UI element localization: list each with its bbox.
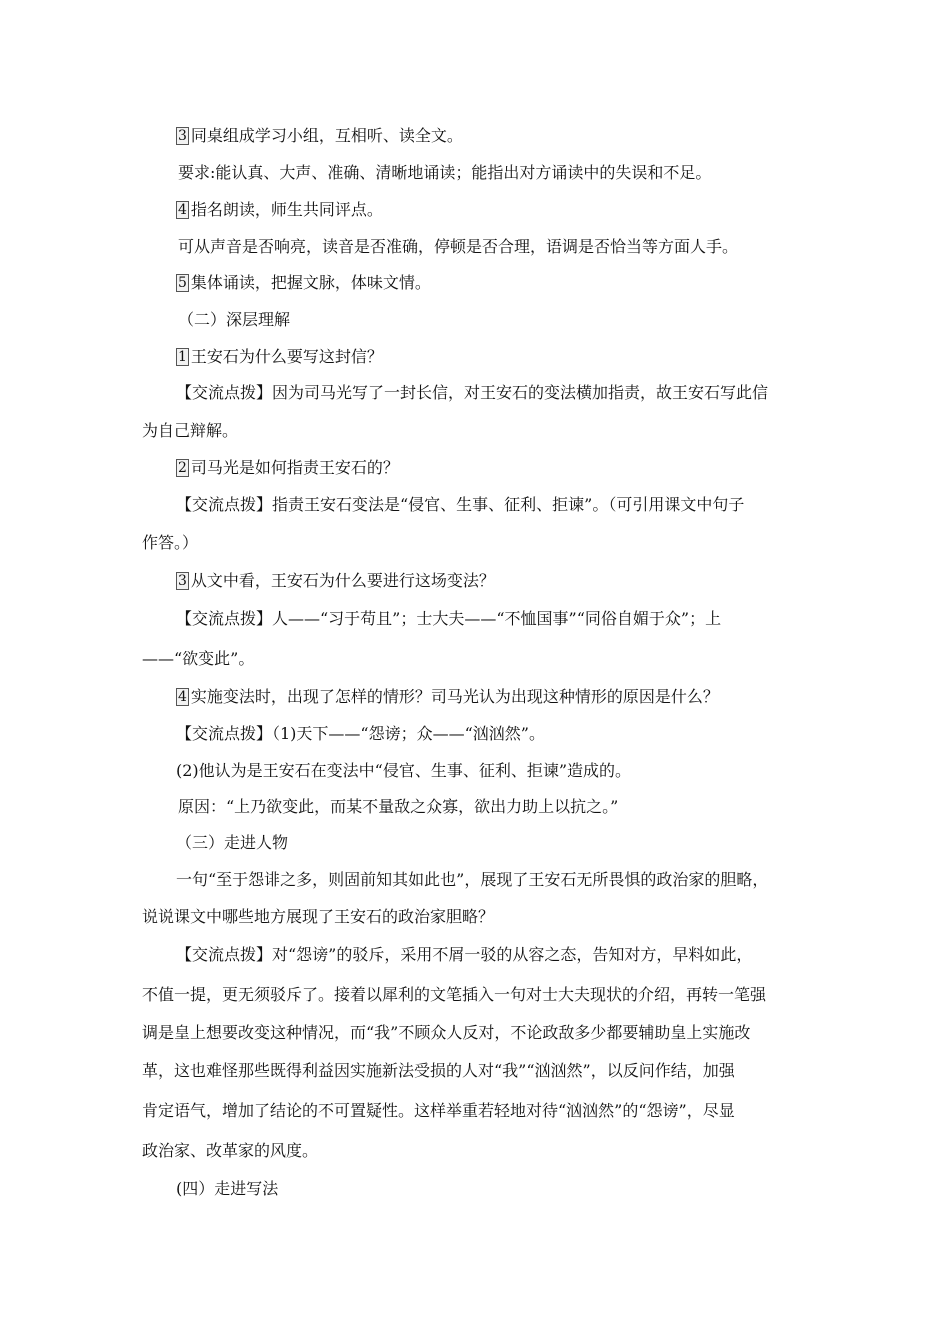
step-5-collective-reading (0, 272, 950, 294)
line-text: (四）走进写法 (176, 1179, 279, 1198)
question-4 (0, 686, 950, 708)
section-heading-character (0, 832, 950, 854)
line-text: （三）走进人物 (176, 833, 289, 852)
question-3 (0, 570, 950, 592)
line-text: 革，这也难怪那些既得利益因实施新法受损的人对“我”“汹汹然”，以反问作结，加强 (142, 1061, 735, 1080)
step-4-named-reading (0, 199, 950, 221)
answer-4-line-3 (0, 796, 950, 818)
discussion-line-3 (0, 1022, 950, 1044)
line-text: 司马光是如何指责王安石的？ (190, 458, 399, 477)
line-text: 从文中看，王安石为什么要进行这场变法？ (190, 571, 495, 590)
requirement-line (0, 162, 950, 184)
line-text: 可从声音是否响亮，读音是否准确，停顿是否合理，语调是否恰当等方面人手。 (178, 237, 739, 256)
step-number-badge: 4 (178, 202, 187, 218)
answer-4-line-2 (0, 760, 950, 782)
answer-1-line-1 (0, 382, 950, 404)
line-text: 一句“至于怨诽之多，则固前知其如此也”，展现了王安石无所畏惧的政治家的胆略， (176, 870, 769, 889)
line-text: (2)他认为是王安石在变法中“侵官、生事、征利、拒谏”造成的。 (176, 761, 632, 780)
step-number-badge: 5 (178, 275, 187, 291)
section-heading-writing (0, 1178, 950, 1200)
step-3-read-in-groups (0, 125, 950, 147)
line-text: 【交流点拨】（1)天下——“怨谤；众——“汹汹然”。 (176, 724, 545, 743)
line-text: 实施变法时，出现了怎样的情形？司马光认为出现这种情形的原因是什么？ (190, 687, 719, 706)
line-text: 【交流点拨】指责王安石变法是“侵官、生事、征利、拒谏”。（可引用课文中句子 (176, 495, 745, 514)
line-text: 原因：“上乃欲变此，而某不量敌之众寡，欲出力助上以抗之。” (178, 797, 619, 816)
line-text: 为自己辩解。 (142, 421, 239, 440)
discussion-line-6 (0, 1140, 950, 1162)
evaluation-criteria-line (0, 236, 950, 258)
discussion-line-4 (0, 1060, 950, 1082)
question-1 (0, 346, 950, 368)
line-text: 指名朗读，师生共同评点。 (190, 200, 383, 219)
line-text: 说说课文中哪些地方展现了王安石的政治家胆略？ (142, 907, 495, 926)
line-text: 王安石为什么要写这封信？ (190, 347, 383, 366)
line-text: 作答。） (142, 533, 199, 552)
step-number-badge: 3 (178, 128, 187, 144)
question-number-badge: 3 (178, 573, 187, 589)
line-text: 【交流点拨】对“怨谤”的驳斥，采用不屑一驳的从容之态，告知对方，早料如此， (176, 945, 753, 964)
prompt-line-2 (0, 906, 950, 928)
line-text: 不值一提，更无须驳斥了。接着以犀利的文笔插入一句对士大夫现状的介绍，再转一笔强 (142, 985, 767, 1004)
line-text: ——“欲变此”。 (142, 649, 255, 668)
prompt-line-1 (0, 869, 950, 891)
line-text: （二）深层理解 (178, 310, 291, 329)
line-text: 政治家、改革家的风度。 (142, 1141, 319, 1160)
answer-2-line-2 (0, 532, 950, 554)
line-text: 【交流点拨】因为司马光写了一封长信，对王安石的变法横加指责，故王安石写此信 (176, 383, 769, 402)
answer-1-line-2 (0, 420, 950, 442)
answer-2-line-1 (0, 494, 950, 516)
question-2 (0, 457, 950, 479)
section-heading-deep-understanding (0, 309, 950, 331)
discussion-line-5 (0, 1100, 950, 1122)
line-text: 集体诵读，把握文脉，体味文情。 (190, 273, 431, 292)
discussion-line-1 (0, 944, 950, 966)
line-text: 调是皇上想要改变这种情况，而“我”不顾众人反对，不论政敌多少都要辅助皇上实施改 (142, 1023, 751, 1042)
answer-3-line-1 (0, 608, 950, 630)
line-text: 【交流点拨】人——“习于苟且”；士大夫——“不恤国事”“同俗自媚于众”；上 (176, 609, 722, 628)
line-text: 同桌组成学习小组，互相听、读全文。 (190, 126, 463, 145)
question-number-badge: 1 (178, 349, 187, 365)
answer-3-line-2 (0, 648, 950, 670)
answer-4-line-1 (0, 723, 950, 745)
line-text: 要求:能认真、大声、准确、清晰地诵读；能指出对方诵读中的失误和不足。 (178, 163, 712, 182)
line-text: 肯定语气，增加了结论的不可置疑性。这样举重若轻地对待“汹汹然”的“怨谤”，尽显 (142, 1101, 735, 1120)
discussion-line-2 (0, 984, 950, 1006)
question-number-badge: 2 (178, 460, 187, 476)
question-number-badge: 4 (178, 689, 187, 705)
